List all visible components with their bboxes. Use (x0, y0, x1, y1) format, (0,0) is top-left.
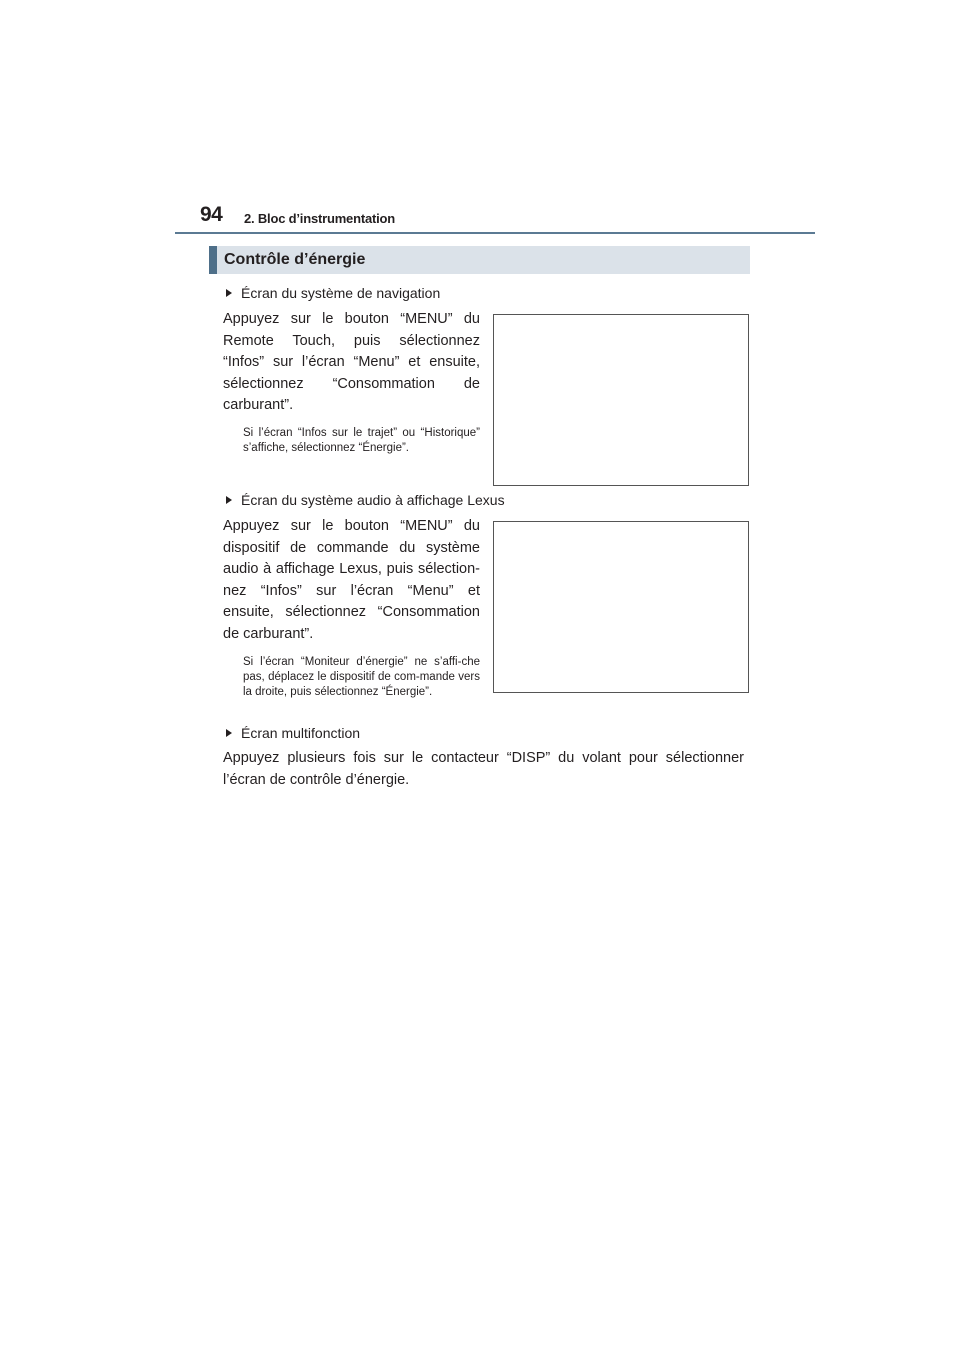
bullet-label: Écran multifonction (241, 725, 361, 741)
arrow-bullet-icon (226, 289, 232, 297)
header-rule (175, 232, 815, 234)
bullet-nav-system (226, 284, 440, 302)
arrow-bullet-icon (226, 496, 232, 504)
nav-system-instructions: Appuyez sur le bouton “MENU” du Remote Touch, puis sélectionnez “Infos” sur l’écran “Menu” et ensuite, sélectionnez “Consommation de carburant”. (223, 311, 480, 414)
audio-system-instructions: Appuyez sur le bouton “MENU” du dispositif de commande du système audio à affichage Lexus, puis sélection-nez “Infos” sur l’écran “Menu” et ensuite, sélectionnez “Consommation de carburant”. (223, 518, 480, 642)
nav-system-figure (493, 314, 749, 486)
bullet-label: Écran du système de navigation (241, 285, 441, 301)
multi-display-instructions: Appuyez plusieurs fois sur le contacteur “DISP” du volant pour sélectionner l’écran de contrôle d’énergie. (223, 750, 744, 788)
bullet-multi-display (226, 724, 360, 742)
arrow-bullet-icon (226, 729, 232, 737)
audio-system-figure (493, 521, 749, 693)
chapter-title: 2. Bloc d’instrumentation (244, 211, 396, 226)
nav-system-note: Si l’écran “Infos sur le trajet” ou “Historique” s’affiche, sélectionnez “Énergie”. (243, 427, 480, 454)
page-number: 94 (200, 203, 223, 226)
bullet-label: Écran du système audio à affichage Lexus (241, 492, 505, 508)
section-heading: Contrôle d’énergie (209, 246, 750, 274)
bullet-audio-system (226, 491, 505, 509)
audio-system-note: Si l’écran “Moniteur d’énergie” ne s’affi-che pas, déplacez le dispositif de com-mande vers la droite, puis sélectionnez “Énergie”. (243, 656, 480, 698)
